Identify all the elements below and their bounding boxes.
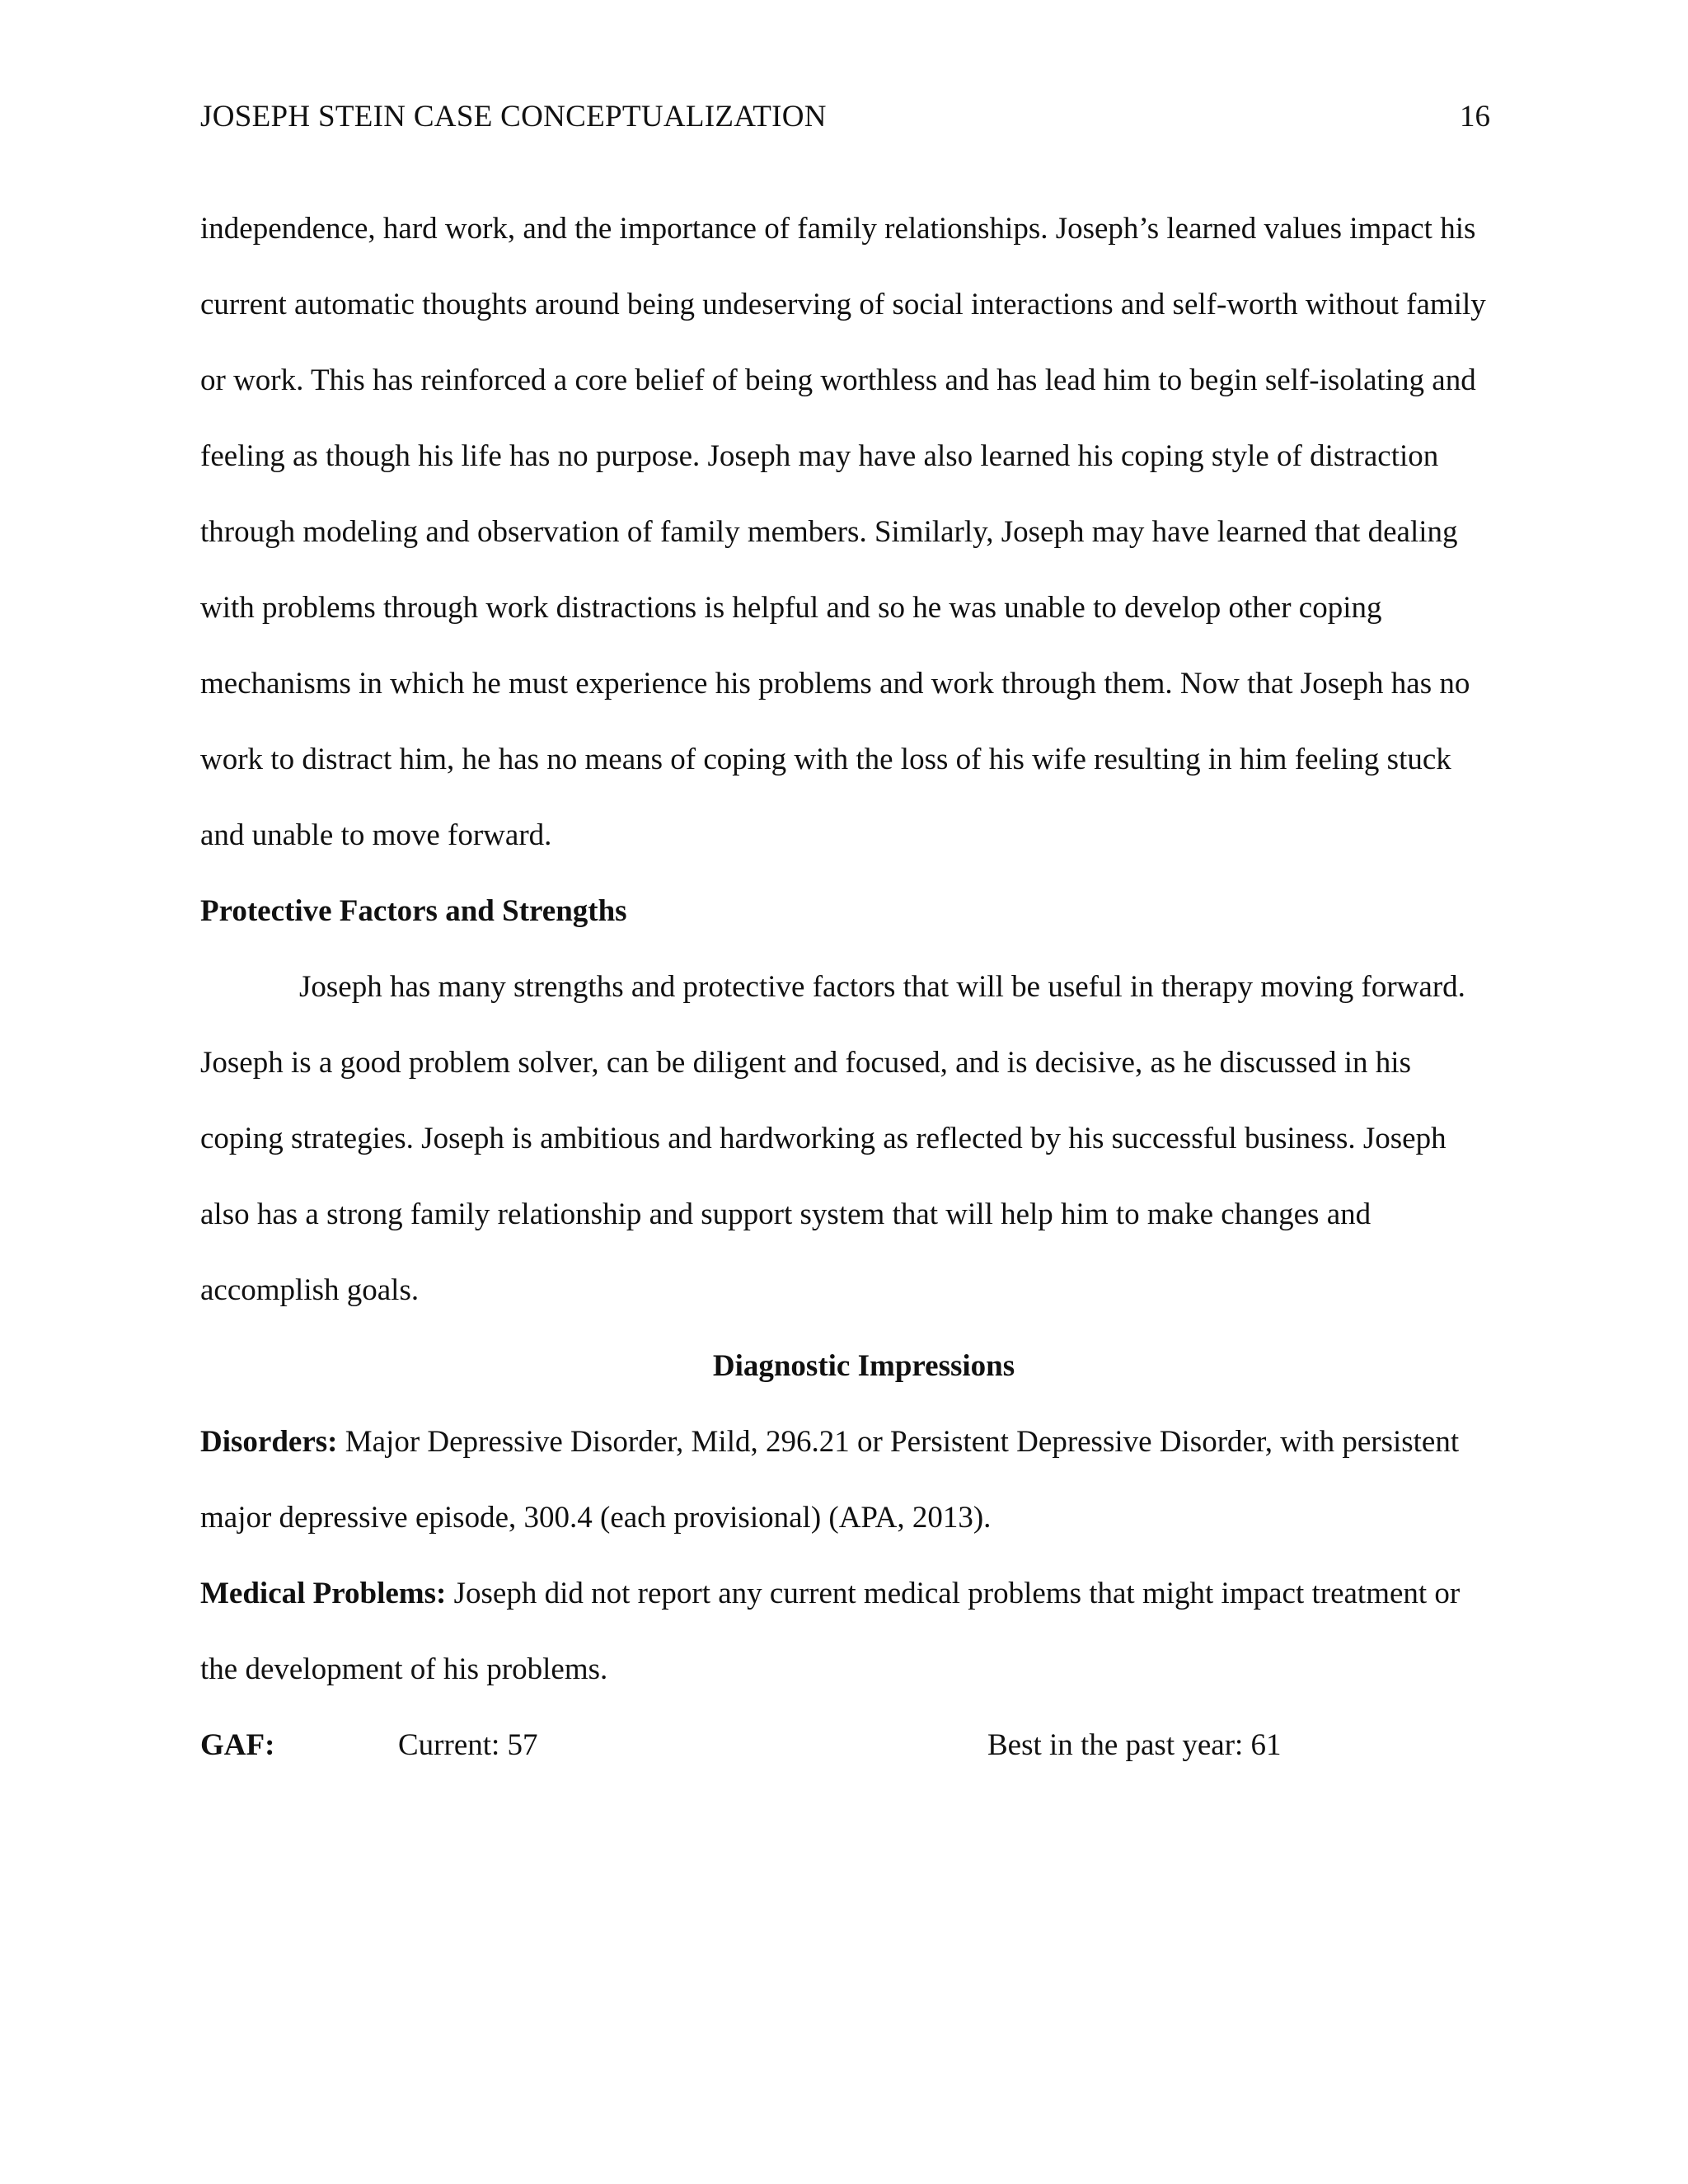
- medical-problems-text: Joseph did not report any current medical problems that might impact treatment or the development of his problems.: [200, 1577, 1461, 1686]
- paragraph-medical-problems: [200, 1556, 1494, 1708]
- heading-protective-factors: Protective Factors and Strengths: [200, 894, 627, 928]
- gaf-best-past-year: Best in the past year: 61: [987, 1728, 1282, 1762]
- heading-diagnostic-impressions: Diagnostic Impressions: [712, 1349, 1015, 1383]
- disorders-text: Major Depressive Disorder, Mild, 296.21 or Persistent Depressive Disorder, with persistent major depressive episode, 300.4 (each provisional) (APA, 2013).: [200, 1425, 1460, 1535]
- document-body: [200, 191, 1494, 1783]
- paragraph-disorders: [200, 1404, 1494, 1556]
- paragraph-learned-values: independence, hard work, and the importance of family relationships. Joseph’s learned values impact his current automatic thoughts around being undeserving of social interactions and self-worth without family or work. This has reinforced a core belief of being worthless and has lead him to begin self-isolating and feeling as though his life has no purpose. Joseph may have also learned his coping style of distraction through modeling and observation of family members. Similarly, Joseph may have learned that dealing with problems through work distractions is helpful and so he was unable to develop other coping mechanisms in which he must experience his problems and work through them. Now that Joseph has no work to distract him, he has no means of coping with the loss of his wife resulting in him feeling stuck and unable to move forward.: [200, 212, 1486, 852]
- paragraph-strengths: Joseph has many strengths and protective factors that will be useful in therapy moving forward. Joseph is a good problem solver, can be diligent and focused, and is decisive, as he discussed in his coping strategies. Joseph is ambitious and hardworking as reflected by his successful business. Joseph also has a strong family relationship and support system that will help him to make changes and accomplish goals.: [200, 970, 1465, 1307]
- medical-problems-label: Medical Problems:: [200, 1577, 447, 1610]
- page-number: 16: [1460, 100, 1490, 134]
- gaf-row: [200, 1708, 1494, 1783]
- disorders-label: Disorders:: [200, 1425, 338, 1459]
- gaf-current: Current: 57: [398, 1728, 538, 1762]
- running-head: [200, 97, 1490, 137]
- gaf-label: GAF:: [200, 1728, 275, 1762]
- running-head-title: JOSEPH STEIN CASE CONCEPTUALIZATION: [200, 100, 827, 134]
